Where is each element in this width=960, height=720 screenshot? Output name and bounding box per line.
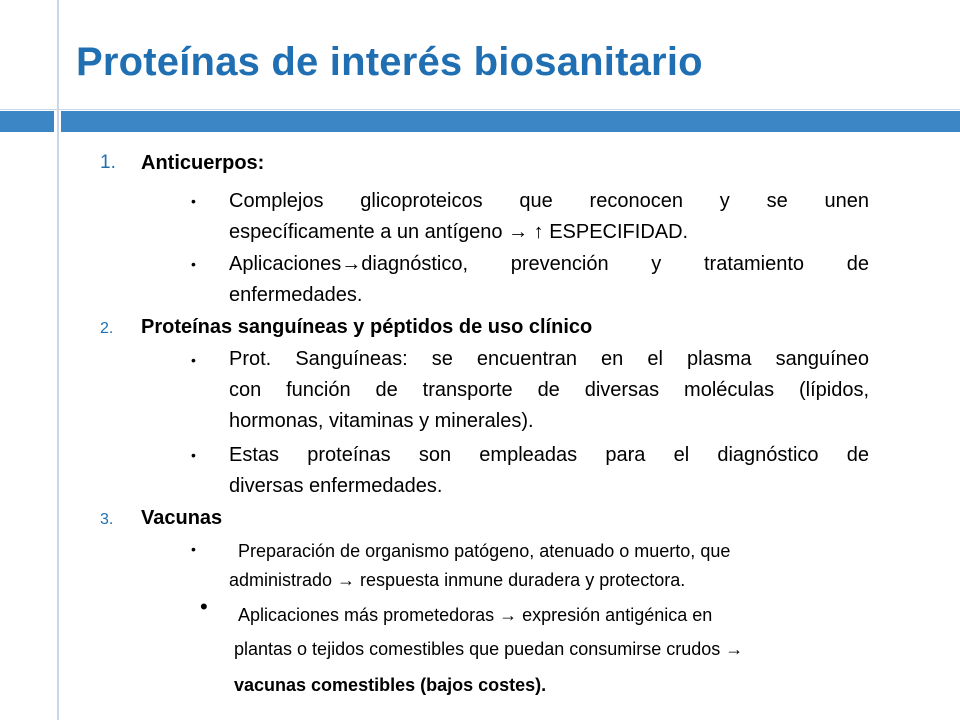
section-heading: Proteínas sanguíneas y péptidos de uso clínico — [141, 316, 593, 338]
bullet-line: Aplicaciones→diagnóstico, prevención y tratamiento de — [229, 253, 869, 275]
section-number: 1. — [100, 152, 116, 173]
accent-bar-right — [61, 111, 960, 132]
bullet-line: específicamente a un antígeno → ↑ ESPECIFIDAD. — [229, 221, 689, 243]
bullet-dot: • — [200, 594, 208, 619]
decorative-horizontal-line — [0, 109, 960, 110]
bullet-line: administrado → respuesta inmune duradera y protectora. — [229, 570, 686, 590]
bullet-dot: • — [191, 352, 196, 368]
bullet-line: diversas enfermedades. — [229, 475, 443, 497]
bullet-text — [238, 601, 712, 629]
bullet-text — [234, 635, 743, 663]
bullet-text — [229, 344, 869, 437]
bullet-line: Complejos glicoproteicos que reconocen y se unen — [229, 190, 869, 212]
bullet-line: con función de transporte de diversas moléculas (lípidos, — [229, 379, 869, 401]
decorative-vertical-line — [57, 0, 59, 720]
accent-bar-left — [0, 111, 54, 132]
section-number: 3. — [100, 511, 114, 528]
bullet-text — [229, 566, 685, 594]
bullet-text — [234, 671, 546, 699]
bullet-line: plantas o tejidos comestibles que puedan consumirse crudos → — [234, 639, 744, 659]
bullet-line: Prot. Sanguíneas: se encuentran en el plasma sanguíneo — [229, 348, 869, 370]
bullet-dot: • — [191, 193, 196, 209]
bullet-line: vacunas comestibles (bajos costes). — [234, 675, 547, 695]
bullet-dot: • — [191, 447, 196, 463]
bullet-line: Aplicaciones más prometedoras → expresión antigénica en — [238, 605, 713, 625]
section-number: 2. — [100, 320, 114, 337]
bullet-text — [229, 440, 869, 502]
bullet-line: Preparación de organismo patógeno, atenuado o muerto, que — [238, 541, 731, 561]
slide-title: Proteínas de interés biosanitario — [76, 40, 703, 84]
bullet-text — [229, 186, 869, 248]
section-heading: Vacunas — [141, 507, 223, 529]
bullet-line: enfermedades. — [229, 284, 363, 306]
bullet-dot: • — [191, 256, 196, 272]
bullet-line: Estas proteínas son empleadas para el diagnóstico de — [229, 444, 869, 466]
section-heading: Anticuerpos: — [141, 152, 265, 174]
bullet-dot: • — [191, 541, 196, 557]
bullet-text — [229, 249, 869, 311]
bullet-line: hormonas, vitaminas y minerales). — [229, 410, 534, 432]
bullet-text — [238, 537, 730, 565]
